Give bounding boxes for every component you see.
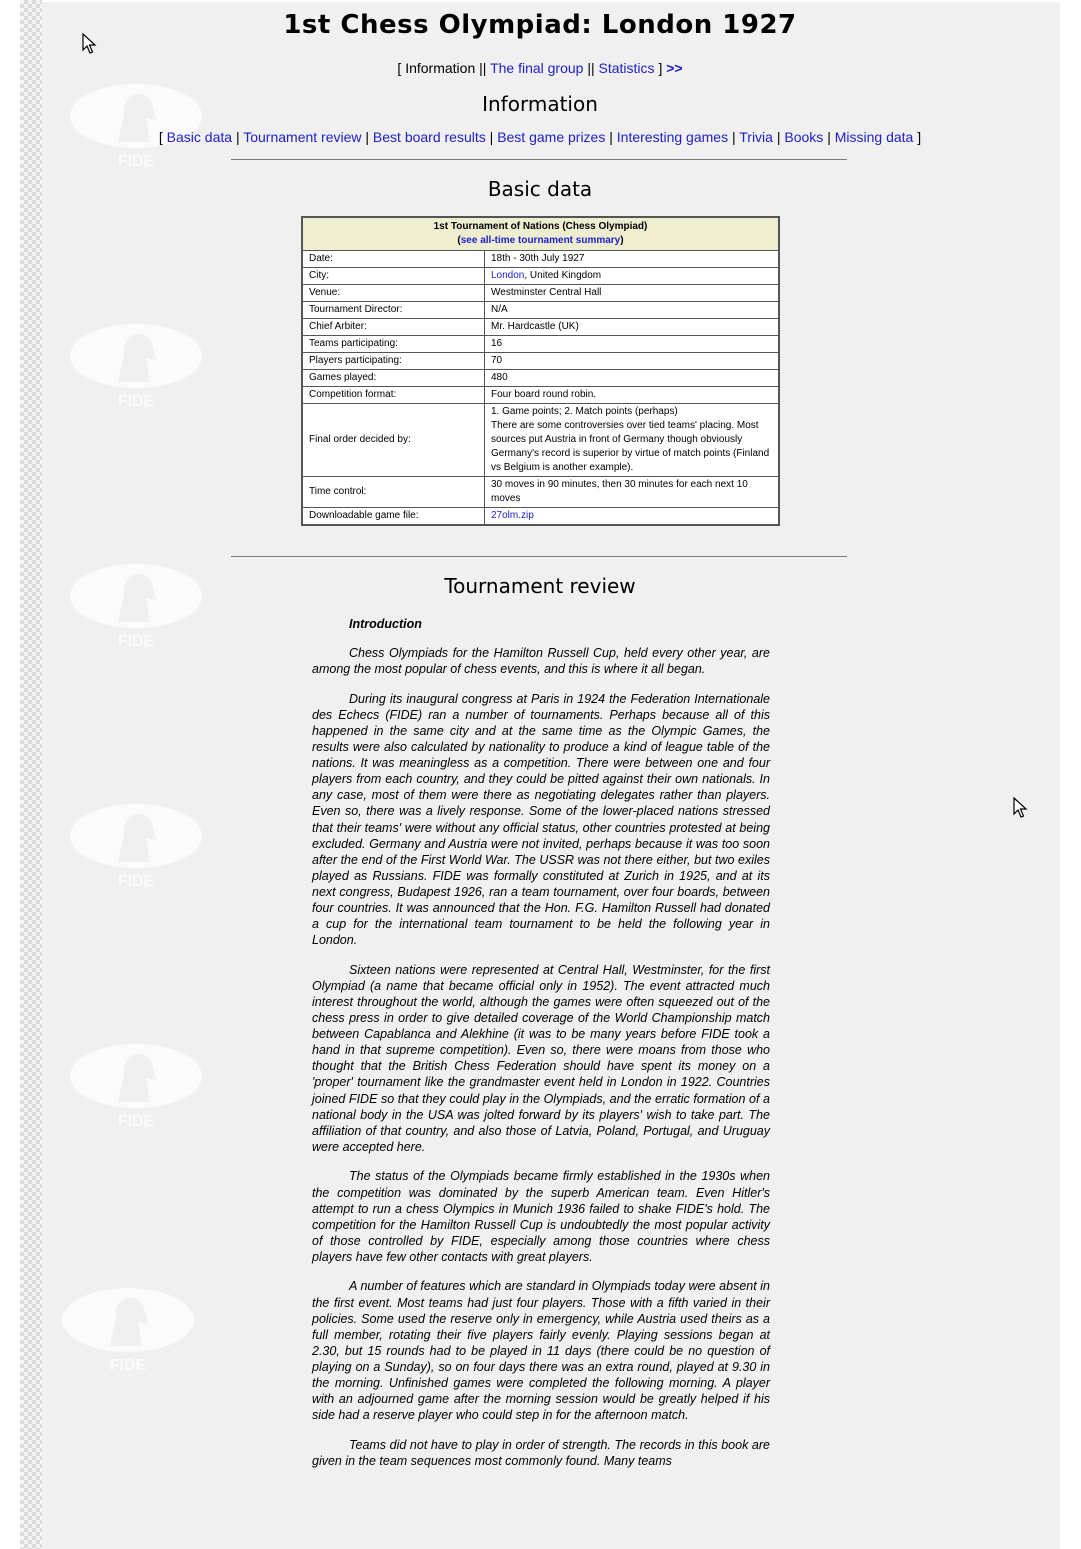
section-divider (231, 556, 847, 557)
mouse-cursor-icon (82, 33, 98, 55)
row-label: Date: (302, 251, 485, 268)
top-nav (42, 60, 1038, 76)
row-value: 30 moves in 90 minutes, then 30 minutes for each next 10 moves (485, 477, 780, 508)
row-value (485, 404, 780, 477)
fide-logo-watermark (66, 1040, 206, 1130)
review-paragraph: A number of features which are standard in Olympiads today were absent in the first event. Most teams had just four players. Those with a fifth varied in their policies. Some used the reserve only in emergency, while Austria used theirs as a full member, rotating their five players fairly evenly. Playing sessions began at 2.30, but 15 rounds had to be played in 11 days (there could be no question of playing on a Sunday), so on four days there was an extra round, played at 9.30 in the morning. Unfinished games were completed the following morning. A player with an adjourned game after the morning session would be greatly helped if his side had a reserve player who could step in for the afternoon match. (312, 1279, 770, 1423)
row-value: 16 (485, 336, 780, 353)
row-label: Competition format: (302, 387, 485, 404)
row-value: N/A (485, 302, 780, 319)
section-divider (231, 159, 847, 160)
nav-separator: || (479, 60, 487, 76)
fide-watermark-text: FIDE (109, 1357, 147, 1374)
table-row (302, 268, 779, 285)
review-paragraph: During its inaugural congress at Paris in 1924 the Federation Internationale des Echecs (FIDE) ran a number of tournaments. Perhaps because all of this happened in the same city and at the same time as the Olympic Games, the results were also calculated by nationality to produce a kind of league table of the nations. It was meaningless as a competition. There were between one and four players from each country, and they could be pitted against their own nationals. In any case, most of them were there as negotiating delegates rather than players. Even so, there was a lively response. Some of the lower-placed nations stressed that their teams' were without any official status, other countries protested at being excluded. Germany and Austria were not invited, perhaps because it was too soon after the end of the First World War. The USSR was not there either, but two exiles played as Russians. FIDE was formally constituted at Zurich in 1925, and at its next congress, Budapest 1926, ran a team tournament, over four boards, between four countries. It was announced that the Hon. F.G. Hamilton Russell had donated a cup for the international team tournament to be held the following year in London. (312, 691, 770, 948)
fide-watermark-text: FIDE (117, 1113, 155, 1130)
row-value (485, 268, 780, 285)
city-country: , United Kingdom (524, 270, 602, 281)
basic-data-table (301, 216, 780, 526)
info-link-trivia[interactable]: Trivia (739, 129, 773, 145)
info-link-missing-data[interactable]: Missing data (834, 129, 914, 145)
fide-logo-watermark (58, 1284, 198, 1374)
table-row (302, 404, 779, 477)
info-link-basic-data[interactable]: Basic data (166, 129, 233, 145)
row-label: City: (302, 268, 485, 285)
row-value (485, 508, 780, 526)
nav-next-link[interactable]: >> (666, 60, 683, 76)
row-value: Westminster Central Hall (485, 285, 780, 302)
fide-watermark-text: FIDE (117, 633, 155, 650)
row-value: 18th - 30th July 1927 (485, 251, 780, 268)
information-heading: Information (482, 92, 598, 116)
info-nav-separator: | (827, 129, 831, 145)
basic-data-heading: Basic data (487, 177, 593, 201)
fide-watermark-text: FIDE (117, 393, 155, 410)
row-label: Teams participating: (302, 336, 485, 353)
tournament-review-heading: Tournament review (444, 574, 636, 598)
info-nav-separator: | (489, 129, 494, 145)
info-link-tournament-review[interactable]: Tournament review (243, 129, 362, 145)
table-row (302, 353, 779, 370)
info-nav-separator: | (365, 129, 370, 145)
tournament-summary-link[interactable]: see all-time tournament summary (460, 235, 621, 246)
nav-bracket-open: [ (397, 60, 402, 76)
fide-watermark-text: FIDE (117, 153, 155, 170)
review-intro-heading: Introduction (349, 617, 422, 631)
review-paragraph: The status of the Olympiads became firmly established in the 1930s when the competition was dominated by the superb American team. Even Hitler's attempt to run a chess Olympics in Munich 1936 failed to shake FIDE's hold. The competition for the Hamilton Russell Cup is undoubtedly the most popular activity of those controlled by FIDE, especially among those countries where chess players have few other contacts with great players. (312, 1169, 770, 1264)
info-nav-bracket-close: ] (917, 129, 922, 145)
table-row (302, 477, 779, 508)
nav-bracket-close: ] (658, 60, 663, 76)
review-paragraph: Sixteen nations were represented at Central Hall, Westminster, for the first Olympiad (a name that became official only in 1952). The event attracted much interest throughout the world, although the games were often squeezed out of the chess press in order to give detailed coverage of the World Championship match between Capablanca and Alekhine (it was to be many years before FIDE took a hand in that supreme competition). Even so, there were moans from those who thought that the British Chess Federation should have spent its money on a 'proper' tournament like the grandmaster event held in London in 1922. Countries joined FIDE so that they could play in the Olympiads, and the erratic formation of a national body in the USA was jolted forward by its players' wish to take part. The affiliation of that country, and also those of Latvia, Poland, Portugal, and Uruguay were accepted here. (312, 962, 770, 1154)
table-header-row (302, 217, 779, 251)
info-link-best-game-prizes[interactable]: Best game prizes (497, 129, 606, 145)
row-label: Tournament Director: (302, 302, 485, 319)
info-nav-bracket-open: [ (158, 129, 163, 145)
information-nav (42, 129, 1038, 145)
page-body (42, 2, 1060, 1549)
fide-watermark-text: FIDE (117, 873, 155, 890)
row-value: 70 (485, 353, 780, 370)
table-row (302, 251, 779, 268)
fide-logo-watermark (66, 320, 206, 410)
table-row (302, 387, 779, 404)
table-row (302, 319, 779, 336)
review-paragraph: Chess Olympiads for the Hamilton Russell Cup, held every other year, are among the most popular of chess events, and this is where it all began. (312, 646, 770, 677)
table-row (302, 302, 779, 319)
info-nav-separator: | (731, 129, 736, 145)
table-row (302, 336, 779, 353)
table-title-text: 1st Tournament of Nations (Chess Olympiad) (433, 221, 648, 232)
nav-link-final-group[interactable]: The final group (490, 60, 584, 76)
info-nav-separator: | (235, 129, 240, 145)
tournament-review-text (312, 616, 770, 1483)
row-label: Games played: (302, 370, 485, 387)
row-label: Final order decided by: (302, 404, 485, 477)
row-label: Downloadable game file: (302, 508, 485, 526)
row-value: Mr. Hardcastle (UK) (485, 319, 780, 336)
nav-separator: || (587, 60, 595, 76)
row-label: Chief Arbiter: (302, 319, 485, 336)
info-nav-separator: | (776, 129, 781, 145)
row-value: 480 (485, 370, 780, 387)
row-label: Venue: (302, 285, 485, 302)
fide-logo-watermark (66, 800, 206, 890)
table-row (302, 508, 779, 526)
nav-item-information: Information (405, 60, 476, 76)
window-edge (1060, 0, 1081, 1549)
info-link-best-board-results[interactable]: Best board results (372, 129, 486, 145)
page-title: 1st Chess Olympiad: London 1927 (283, 10, 797, 40)
table-row (302, 285, 779, 302)
mouse-cursor-icon (1013, 797, 1029, 819)
final-order-rule: 1. Game points; 2. Match points (perhaps) (491, 406, 678, 417)
info-nav-separator: | (609, 129, 613, 145)
city-link[interactable]: London (491, 270, 525, 281)
table-title: 1st Tournament of Nations (Chess Olympiad) (see all-time tournament summary) (302, 217, 779, 251)
row-label: Time control: (302, 477, 485, 508)
table-row (302, 370, 779, 387)
game-file-link[interactable]: 27olm.zip (491, 510, 534, 521)
final-order-note: There are some controversies over tied teams' placing. Most sources put Austria in front of Germany though obviously Germany's record is superior by virtue of match points (Finland vs Belgium is another example). (491, 420, 770, 473)
checker-border (20, 0, 42, 1549)
review-paragraph: Teams did not have to play in order of strength. The records in this book are given in the team sequences most commonly found. Many teams (312, 1437, 770, 1468)
nav-link-statistics[interactable]: Statistics (598, 60, 655, 76)
row-label: Players participating: (302, 353, 485, 370)
row-value: Four board round robin. (485, 387, 780, 404)
info-link-interesting-games[interactable]: Interesting games (616, 129, 729, 145)
info-link-books[interactable]: Books (784, 129, 824, 145)
